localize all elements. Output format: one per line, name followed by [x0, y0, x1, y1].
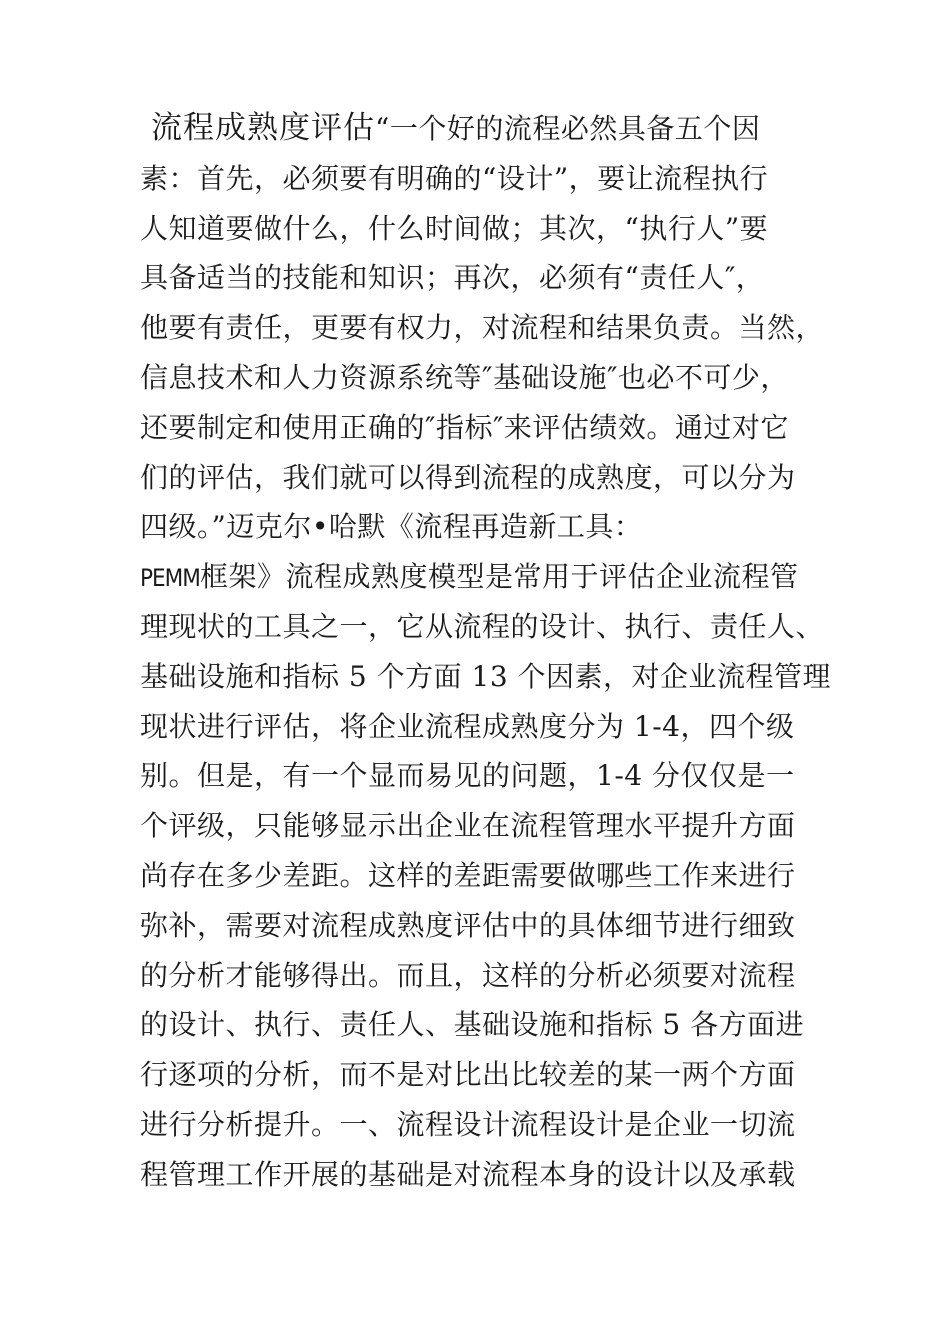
text-line: 理现状的工具之一，它从流程的设计、执行、责任人、	[140, 609, 825, 643]
text-line	[140, 104, 830, 154]
text-line: 程管理工作开展的基础是对流程本身的设计以及承载	[140, 1157, 796, 1191]
text-segment: 框架》流程成熟度模型是常用于评估企业流程管	[199, 560, 799, 594]
text-line: 别。但是，有一个显而易见的问题，1-4 分仅仅是一	[140, 759, 795, 793]
text-line: 信息技术和人力资源系统等″基础设施″也必不可少，	[140, 360, 789, 394]
text-line: 他要有责任，更要有权力，对流程和结果负责。当然，	[140, 311, 825, 345]
text-line: 基础设施和指标 5 个方面 13 个因素，对企业流程管理	[140, 659, 832, 693]
text-line: 具备适当的技能和知识；再次，必须有“责任人″，	[140, 261, 765, 295]
text-line: 们的评估，我们就可以得到流程的成熟度，可以分为	[140, 460, 796, 494]
text-line: 现状进行评估，将企业流程成熟度分为 1-4，四个级	[140, 709, 795, 743]
text-line: 人知道要做什么，什么时间做；其次，“执行人”要	[140, 211, 769, 245]
text-line: 素：首先，必须要有明确的“设计”，要让流程执行	[140, 161, 769, 195]
pemm-acronym: PEMM	[140, 564, 200, 593]
text-line: 四级。”迈克尔•哈默《流程再造新工具：	[140, 510, 643, 544]
text-line: 的分析才能够得出。而且，这样的分析必须要对流程	[140, 958, 796, 992]
text-line: 的设计、执行、责任人、基础设施和指标 5 各方面进	[140, 1008, 805, 1042]
text-line	[140, 552, 830, 602]
text-segment: “一个好的流程必然具备五个因	[375, 112, 761, 145]
document-body	[140, 104, 830, 1200]
text-line: 行逐项的分析，而不是对比出比较差的某一两个方面	[140, 1058, 796, 1092]
text-line: 个评级，只能够显示出企业在流程管理水平提升方面	[140, 809, 796, 843]
text-line: 还要制定和使用正确的″指标″来评估绩效。通过对它	[140, 410, 789, 444]
text-line: 尚存在多少差距。这样的差距需要做哪些工作来进行	[140, 858, 796, 892]
text-line: 弥补，需要对流程成熟度评估中的具体细节进行细致	[140, 908, 796, 942]
document-title: 流程成熟度评估	[151, 110, 375, 146]
text-line: 进行分析提升。一、流程设计流程设计是企业一切流	[140, 1107, 796, 1141]
